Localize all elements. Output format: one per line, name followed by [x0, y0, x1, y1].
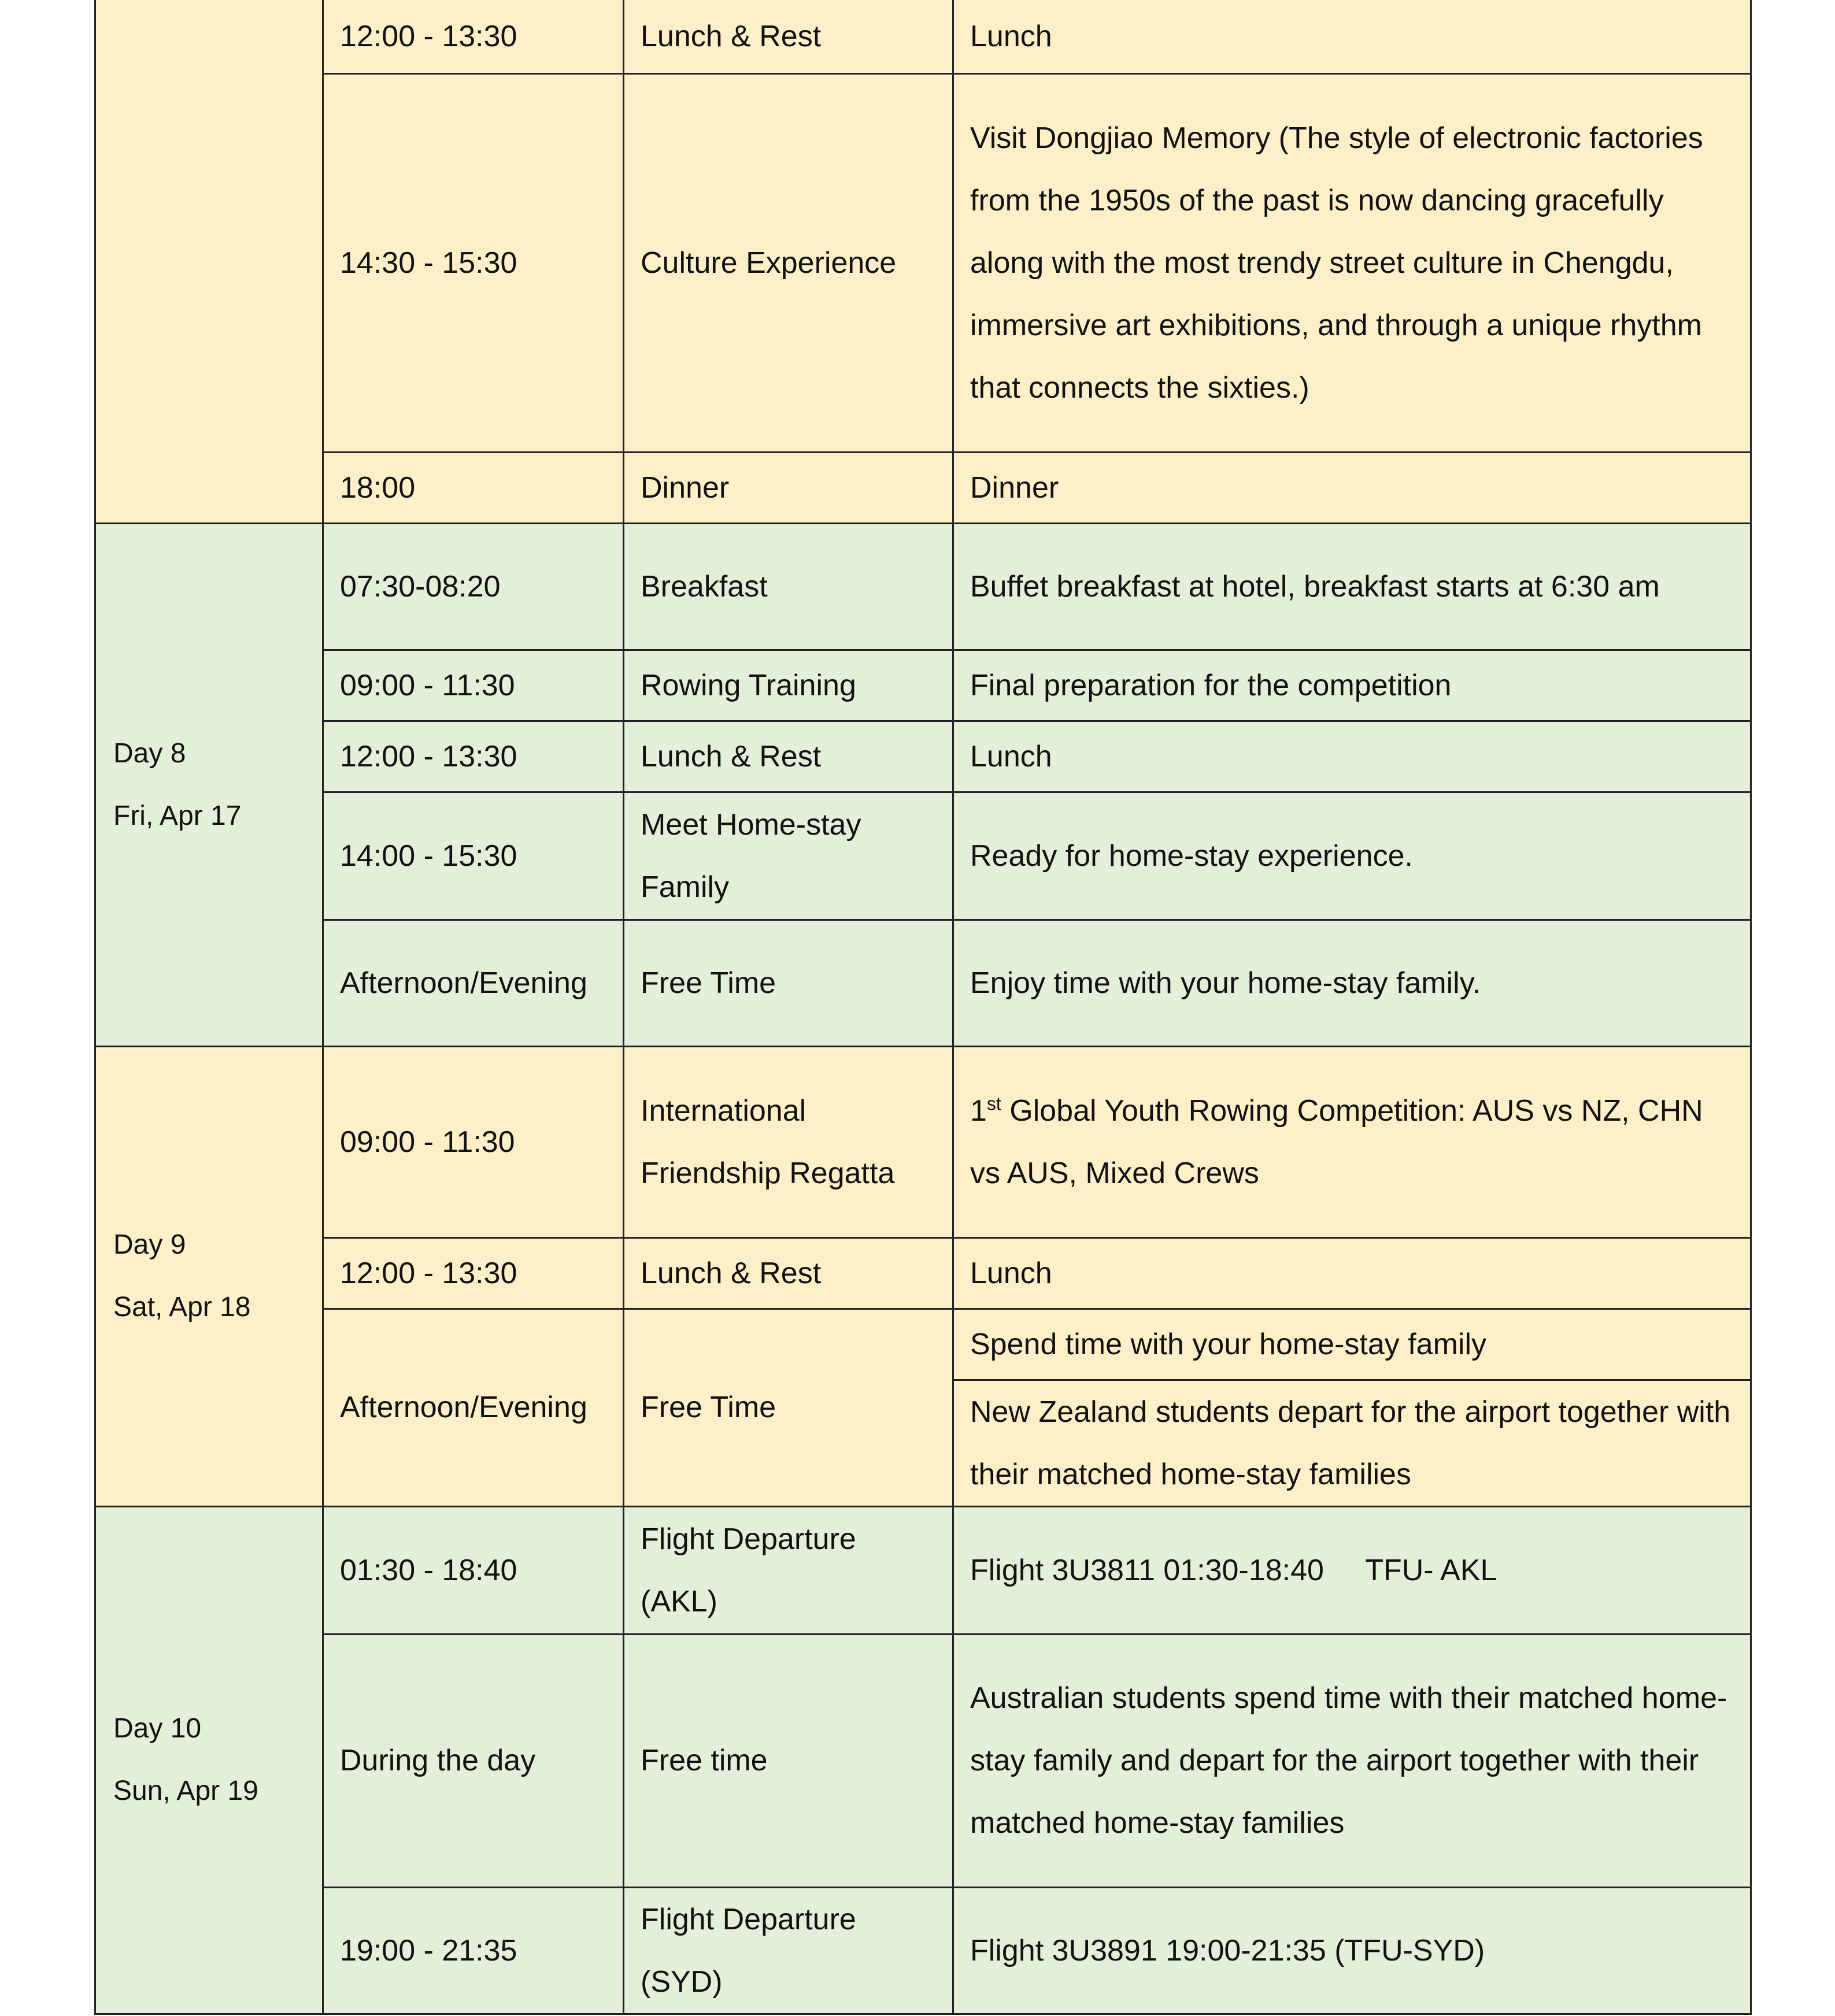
details-cell	[953, 1046, 1751, 1237]
time-cell: 14:30 - 15:30	[323, 73, 624, 452]
details-text: Global Youth Rowing Competition: AUS vs NZ, CHN vs AUS, Mixed Crews	[970, 1094, 1712, 1190]
day-cell	[95, 1046, 323, 1506]
itinerary-table	[94, 0, 1752, 2015]
day-date: Sat, Apr 18	[113, 1292, 251, 1322]
activity-cell: Free Time	[624, 920, 953, 1046]
details-cell	[953, 650, 1751, 721]
details-cell	[953, 1309, 1751, 1380]
time-cell: 01:30 - 18:40	[323, 1506, 624, 1634]
day-date: Fri, Apr 17	[113, 800, 242, 831]
details-cell	[953, 523, 1751, 650]
table-row	[95, 1309, 1751, 1380]
details-text: Lunch	[970, 739, 1052, 773]
activity-cell: Flight Departure (SYD)	[624, 1887, 953, 2014]
details-text: Dinner	[970, 470, 1059, 505]
time-cell: 19:00 - 21:35	[323, 1887, 624, 2014]
table-row	[95, 721, 1751, 792]
details-cell	[953, 920, 1751, 1046]
day-label: Day 9	[113, 1229, 186, 1260]
table-row	[95, 650, 1751, 721]
details-text: Australian students spend time with their matched home-stay family and depart for the airport together with their matched home-stay families	[970, 1681, 1727, 1840]
details-text: Lunch	[970, 1256, 1052, 1290]
day-cell	[95, 523, 323, 1046]
details-text: Buffet breakfast at hotel, breakfast starts at 6:30 am	[970, 569, 1660, 603]
activity-cell: Lunch & Rest	[624, 1237, 953, 1309]
time-cell: 14:00 - 15:30	[323, 792, 624, 920]
details-cell	[953, 1887, 1751, 2014]
time-cell: 07:30-08:20	[323, 523, 624, 650]
table-row	[95, 792, 1751, 920]
ordinal-number: 1	[970, 1094, 987, 1128]
table-row	[95, 1634, 1751, 1887]
details-text: New Zealand students depart for the airport together with their matched home-stay families	[970, 1395, 1739, 1491]
activity-cell: International Friendship Regatta	[624, 1046, 953, 1237]
day-label: Day 10	[113, 1713, 202, 1744]
ordinal-suffix: st	[986, 1093, 1001, 1114]
details-text: Flight 3U3811 01:30-18:40 TFU- AKL	[970, 1553, 1497, 1587]
time-cell: Afternoon/Evening	[323, 920, 624, 1046]
activity-cell: Flight Departure (AKL)	[624, 1506, 953, 1634]
table-row	[95, 523, 1751, 650]
details-cell	[953, 792, 1751, 920]
day-cell	[95, 0, 323, 523]
details-cell	[953, 1380, 1751, 1506]
day-cell	[95, 1506, 323, 2014]
table-row	[95, 1046, 1751, 1237]
details-text: Visit Dongjiao Memory (The style of electronic factories from the 1950s of the past is now dancing gracefully along with the most trendy street culture in Chengdu, immersive art exhibitions, and through a unique rhythm that connects the sixties.)	[970, 121, 1712, 405]
activity-cell: Free time	[624, 1634, 953, 1887]
table-row	[95, 920, 1751, 1046]
details-text: Enjoy time with your home-stay family.	[970, 966, 1481, 1000]
activity-cell: Breakfast	[624, 523, 953, 650]
activity-cell: Lunch & Rest	[624, 0, 953, 73]
time-cell: 09:00 - 11:30	[323, 1046, 624, 1237]
details-text: Ready for home-stay experience.	[970, 839, 1413, 873]
details-text: Flight 3U3891 19:00-21:35 (TFU-SYD)	[970, 1933, 1485, 1967]
details-text: Lunch	[970, 19, 1052, 53]
activity-cell: Dinner	[624, 452, 953, 523]
details-cell	[953, 1634, 1751, 1887]
time-cell: Afternoon/Evening	[323, 1309, 624, 1506]
time-cell: 12:00 - 13:30	[323, 721, 624, 792]
activity-cell: Lunch & Rest	[624, 721, 953, 792]
table-row	[95, 0, 1751, 73]
time-cell: 18:00	[323, 452, 624, 523]
table-row	[95, 1887, 1751, 2014]
activity-cell: Rowing Training	[624, 650, 953, 721]
details-text: Final preparation for the competition	[970, 668, 1452, 702]
day-date: Sun, Apr 19	[113, 1776, 258, 1806]
table-row	[95, 1506, 1751, 1634]
details-cell	[953, 721, 1751, 792]
table-row	[95, 452, 1751, 523]
time-cell: 12:00 - 13:30	[323, 0, 624, 73]
details-cell	[953, 0, 1751, 73]
time-cell: 09:00 - 11:30	[323, 650, 624, 721]
activity-cell: Meet Home-stay Family	[624, 792, 953, 920]
details-cell	[953, 73, 1751, 452]
details-cell	[953, 452, 1751, 523]
activity-cell: Culture Experience	[624, 73, 953, 452]
details-cell	[953, 1237, 1751, 1309]
details-text: Spend time with your home-stay family	[970, 1327, 1487, 1361]
activity-cell: Free Time	[624, 1309, 953, 1506]
time-cell: 12:00 - 13:30	[323, 1237, 624, 1309]
table-row	[95, 1237, 1751, 1309]
details-cell	[953, 1506, 1751, 1634]
day-label: Day 8	[113, 738, 186, 769]
time-cell: During the day	[323, 1634, 624, 1887]
table-row	[95, 73, 1751, 452]
